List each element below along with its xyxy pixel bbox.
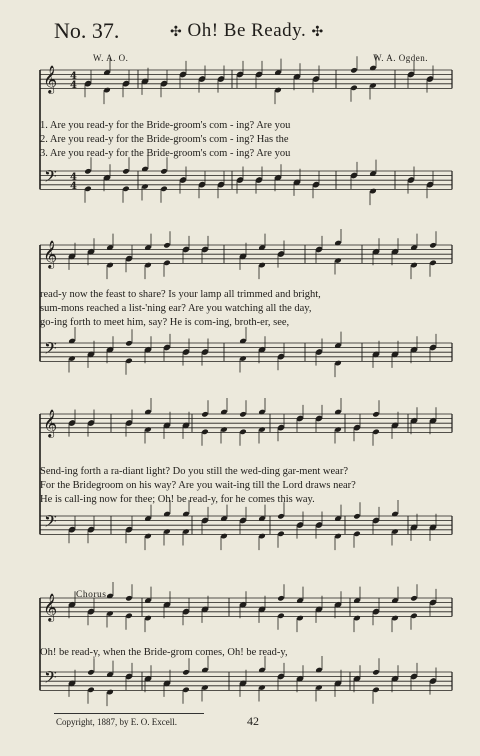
lyric-line: 1. Are you read-y for the Bride-groom's com - ing? Are you	[40, 120, 291, 131]
lyric-line: Send-ing forth a ra-diant light? Do you still the wed-ding gar-ment wear?	[40, 466, 348, 477]
page-number: 42	[247, 714, 259, 728]
treble-clef-icon: 𝄞	[43, 593, 58, 621]
lyric-line: For the Bridegroom on his way? Are you wait-ing till the Lord draws near?	[40, 480, 356, 491]
bass-clef-icon: 𝄢	[44, 511, 57, 535]
lyric-line: Oh! be read-y, when the Bride-grom comes, Oh! be read-y,	[40, 647, 288, 658]
bass-clef-icon: 𝄢	[44, 338, 57, 362]
lyric-line: 2. Are you read-y for the Bride-groom's com - ing? Has the	[40, 134, 289, 145]
hymn-number: No. 37.	[54, 18, 120, 43]
lyric-line: go-ing forth to meet him, say? He is com-ing, broth-er, see,	[40, 317, 290, 328]
time-signature: 4	[70, 71, 77, 82]
time-signature: 4	[70, 172, 77, 183]
bass-clef-icon: 𝄢	[44, 667, 57, 691]
time-signature: 4	[70, 80, 77, 91]
treble-clef-icon: 𝄞	[43, 65, 58, 93]
lyric-line: He is call-ing now for thee; Oh! be read-y, for he comes this way.	[40, 494, 315, 505]
copyright-notice: Copyright, 1887, by E. O. Excell.	[56, 717, 177, 727]
time-signature: 4	[70, 181, 77, 192]
lyric-line: sum-mons reached a list-'ning ear? Are you watching all the day,	[40, 303, 312, 314]
bass-clef-icon: 𝄢	[44, 166, 57, 190]
treble-clef-icon: 𝄞	[43, 409, 58, 437]
lyric-line: read-y now the feast to share? Is your lamp all trimmed and bright,	[40, 289, 321, 300]
footer-rule	[54, 713, 204, 714]
hymn-title: Oh! Be Ready.	[187, 20, 307, 41]
ornament-right-icon: ✣	[311, 25, 324, 40]
lyricist-credit: W. A. O.	[93, 53, 129, 63]
treble-clef-icon: 𝄞	[43, 240, 58, 268]
chorus-label: Chorus.	[76, 590, 110, 600]
composer-credit: W. A. Ogden.	[373, 53, 428, 63]
lyric-line: 3. Are you read-y for the Bride-groom's com - ing? Are you	[40, 148, 291, 159]
ornament-left-icon: ✣	[170, 25, 183, 40]
